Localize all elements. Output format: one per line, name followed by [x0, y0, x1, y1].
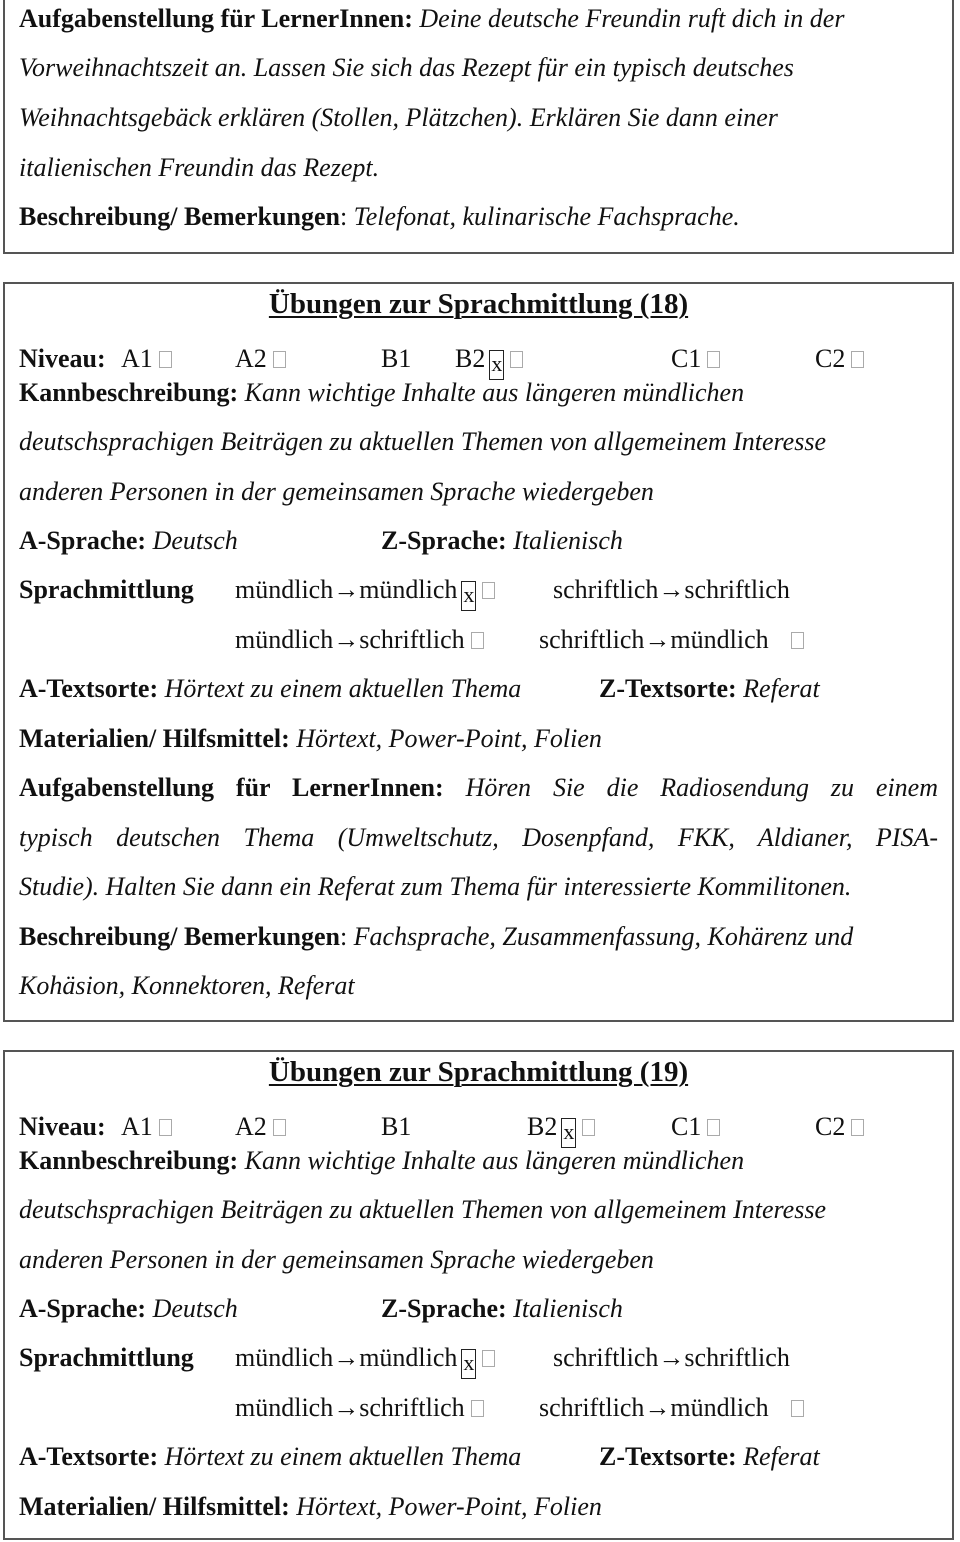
level-b2[interactable] — [527, 1112, 595, 1148]
checkbox-empty-icon[interactable] — [471, 632, 484, 649]
level-b2-label: B2 — [527, 1112, 558, 1141]
target-language — [381, 526, 623, 556]
level-a1-label: A1 — [121, 1112, 153, 1141]
level-b1-label: B1 — [381, 1112, 412, 1141]
target-language — [381, 1294, 623, 1324]
level-a2[interactable] — [235, 344, 286, 374]
task-text: Vorweihnachtszeit an. Lassen Sie sich das Rezept für ein typisch deutsches — [19, 53, 794, 82]
checkbox-checked-icon[interactable]: x — [461, 1349, 476, 1379]
target-text-type — [599, 1442, 820, 1472]
mediation-option-label: mündlich→mündlich — [235, 575, 458, 604]
mediation-option-label: schriftlich→mündlich — [539, 1393, 769, 1422]
checkbox-checked-icon[interactable]: x — [461, 581, 476, 611]
mediation-option-label: mündlich→schriftlich — [235, 625, 465, 654]
exercise-title: Übungen zur Sprachmittlung (18) — [268, 288, 689, 320]
target-language-label: Z-Sprache: — [381, 526, 507, 555]
level-b2-label: B2 — [455, 344, 486, 373]
remarks-line — [19, 202, 938, 232]
remarks-text: Kohäsion, Konnektoren, Referat — [19, 971, 355, 1000]
mediation-label: Sprachmittlung — [19, 575, 194, 604]
checkbox-empty-icon[interactable] — [482, 582, 495, 599]
level-c2-label: C2 — [815, 344, 846, 373]
level-c1-label: C1 — [671, 1112, 702, 1141]
level-label: Niveau: — [19, 1112, 106, 1141]
level-b1 — [381, 344, 411, 374]
target-language-value: Italienisch — [513, 1294, 623, 1323]
can-do-text: Kann wichtige Inhalte aus längeren mündlichen — [244, 1146, 745, 1175]
level-label: Niveau: — [19, 344, 106, 373]
level-a2[interactable] — [235, 1112, 286, 1142]
source-text-type — [19, 1442, 521, 1472]
mediation-option-label: schriftlich→mündlich — [539, 625, 769, 654]
source-language-label: A-Sprache: — [19, 526, 147, 555]
materials-text: Hörtext, Power-Point, Folien — [296, 1492, 602, 1521]
can-do-label: Kannbeschreibung: — [19, 1146, 239, 1175]
remarks-colon: : — [339, 202, 348, 231]
exercise-block-18 — [3, 282, 954, 1022]
task-text: typisch deutschen Thema (Umweltschutz, Dosenpfand, FKK, Aldianer, PISA- — [19, 823, 938, 852]
level-c2[interactable] — [815, 1112, 864, 1142]
level-c2[interactable] — [815, 344, 864, 374]
checkbox-empty-icon[interactable] — [159, 1119, 172, 1136]
level-a1[interactable] — [121, 344, 172, 374]
level-b1 — [381, 1112, 411, 1142]
target-text-type-label: Z-Textsorte: — [599, 674, 737, 703]
checkbox-empty-icon[interactable] — [851, 351, 864, 368]
source-text-type-value: Hörtext zu einem aktuellen Thema — [164, 674, 522, 703]
mediation-written-oral[interactable] — [539, 1393, 804, 1423]
can-do-line — [19, 1146, 938, 1176]
checkbox-empty-icon[interactable] — [707, 1119, 720, 1136]
can-do-line — [19, 378, 938, 408]
can-do-text: deutschsprachigen Beiträgen zu aktuellen Themen von allgemeinem Interesse — [19, 427, 826, 456]
task-label: Aufgabenstellung für LernerInnen: — [19, 4, 413, 33]
remarks-label: Beschreibung/ Bemerkungen — [19, 922, 340, 951]
remarks-text: Telefonat, kulinarische Fachsprache. — [353, 202, 740, 231]
checkbox-checked-icon[interactable]: x — [489, 350, 504, 380]
target-language-value: Italienisch — [513, 526, 623, 555]
exercise-title: Übungen zur Sprachmittlung (19) — [268, 1056, 689, 1088]
source-language — [19, 526, 238, 556]
level-a1[interactable] — [121, 1112, 172, 1142]
checkbox-empty-icon[interactable] — [510, 351, 523, 368]
level-a2-label: A2 — [235, 1112, 267, 1141]
mediation-option-label: mündlich→mündlich — [235, 1343, 458, 1372]
remarks-colon: : — [339, 922, 348, 951]
level-b1-label: B1 — [381, 344, 412, 373]
mediation-oral-oral[interactable] — [235, 575, 495, 611]
target-language-label: Z-Sprache: — [381, 1294, 507, 1323]
task-text: Deine deutsche Freundin ruft dich in der — [419, 4, 845, 33]
can-do-text: anderen Personen in der gemeinsamen Sprache wiedergeben — [19, 477, 654, 506]
task-label: Aufgabenstellung für LernerInnen: — [19, 773, 444, 802]
remarks-line — [19, 922, 938, 952]
task-line — [19, 4, 938, 34]
checkbox-empty-icon[interactable] — [482, 1350, 495, 1367]
mediation-label: Sprachmittlung — [19, 1343, 194, 1372]
source-text-type — [19, 674, 521, 704]
target-text-type-value: Referat — [743, 1442, 820, 1471]
checkbox-empty-icon[interactable] — [471, 1400, 484, 1417]
level-c1[interactable] — [671, 344, 720, 374]
checkbox-empty-icon[interactable] — [159, 351, 172, 368]
target-text-type-value: Referat — [743, 674, 820, 703]
mediation-written-written[interactable] — [553, 1343, 790, 1373]
materials-text: Hörtext, Power-Point, Folien — [296, 724, 602, 753]
level-a2-label: A2 — [235, 344, 267, 373]
target-text-type — [599, 674, 820, 704]
source-text-type-label: A-Textsorte: — [19, 1442, 159, 1471]
task-text: Hören Sie die Radiosendung zu einem — [465, 773, 938, 802]
checkbox-empty-icon[interactable] — [273, 1119, 286, 1136]
mediation-written-written[interactable] — [553, 575, 790, 605]
mediation-written-oral[interactable] — [539, 625, 804, 655]
source-language-value: Deutsch — [152, 526, 238, 555]
mediation-option-label: schriftlich→schriftlich — [553, 1343, 790, 1372]
checkbox-checked-icon[interactable]: x — [561, 1118, 576, 1148]
checkbox-empty-icon[interactable] — [582, 1119, 595, 1136]
level-c2-label: C2 — [815, 1112, 846, 1141]
checkbox-empty-icon[interactable] — [791, 1400, 804, 1417]
source-language — [19, 1294, 238, 1324]
task-line — [19, 773, 938, 803]
checkbox-empty-icon[interactable] — [791, 632, 804, 649]
level-c1[interactable] — [671, 1112, 720, 1142]
checkbox-empty-icon[interactable] — [707, 351, 720, 368]
can-do-text: anderen Personen in der gemeinsamen Sprache wiedergeben — [19, 1245, 654, 1274]
source-language-value: Deutsch — [152, 1294, 238, 1323]
checkbox-empty-icon[interactable] — [273, 351, 286, 368]
task-text: Studie). Halten Sie dann ein Referat zum Thema für interessierte Kommilitonen. — [19, 872, 852, 901]
task-text: italienischen Freundin das Rezept. — [19, 153, 380, 182]
mediation-option-label: mündlich→schriftlich — [235, 1393, 465, 1422]
level-a1-label: A1 — [121, 344, 153, 373]
materials-label: Materialien/ Hilfsmittel: — [19, 1492, 290, 1521]
task-text: Weihnachtsgebäck erklären (Stollen, Plätzchen). Erklären Sie dann einer — [19, 103, 778, 132]
materials-line — [19, 1492, 938, 1522]
mediation-option-label: schriftlich→schriftlich — [553, 575, 790, 604]
target-text-type-label: Z-Textsorte: — [599, 1442, 737, 1471]
remarks-text: Fachsprache, Zusammenfassung, Kohärenz und — [353, 922, 854, 951]
materials-line — [19, 724, 938, 754]
can-do-text: Kann wichtige Inhalte aus längeren mündlichen — [244, 378, 745, 407]
remarks-label: Beschreibung/ Bemerkungen — [19, 202, 340, 231]
checkbox-empty-icon[interactable] — [851, 1119, 864, 1136]
mediation-oral-written[interactable] — [235, 1393, 484, 1423]
exercise-block-19 — [3, 1050, 954, 1540]
source-text-type-label: A-Textsorte: — [19, 674, 159, 703]
can-do-text: deutschsprachigen Beiträgen zu aktuellen Themen von allgemeinem Interesse — [19, 1195, 826, 1224]
level-b2[interactable] — [455, 344, 523, 380]
can-do-label: Kannbeschreibung: — [19, 378, 239, 407]
level-c1-label: C1 — [671, 344, 702, 373]
source-text-type-value: Hörtext zu einem aktuellen Thema — [164, 1442, 522, 1471]
exercise-block-continued — [3, 0, 954, 254]
mediation-oral-oral[interactable] — [235, 1343, 495, 1379]
materials-label: Materialien/ Hilfsmittel: — [19, 724, 290, 753]
source-language-label: A-Sprache: — [19, 1294, 147, 1323]
mediation-oral-written[interactable] — [235, 625, 484, 655]
